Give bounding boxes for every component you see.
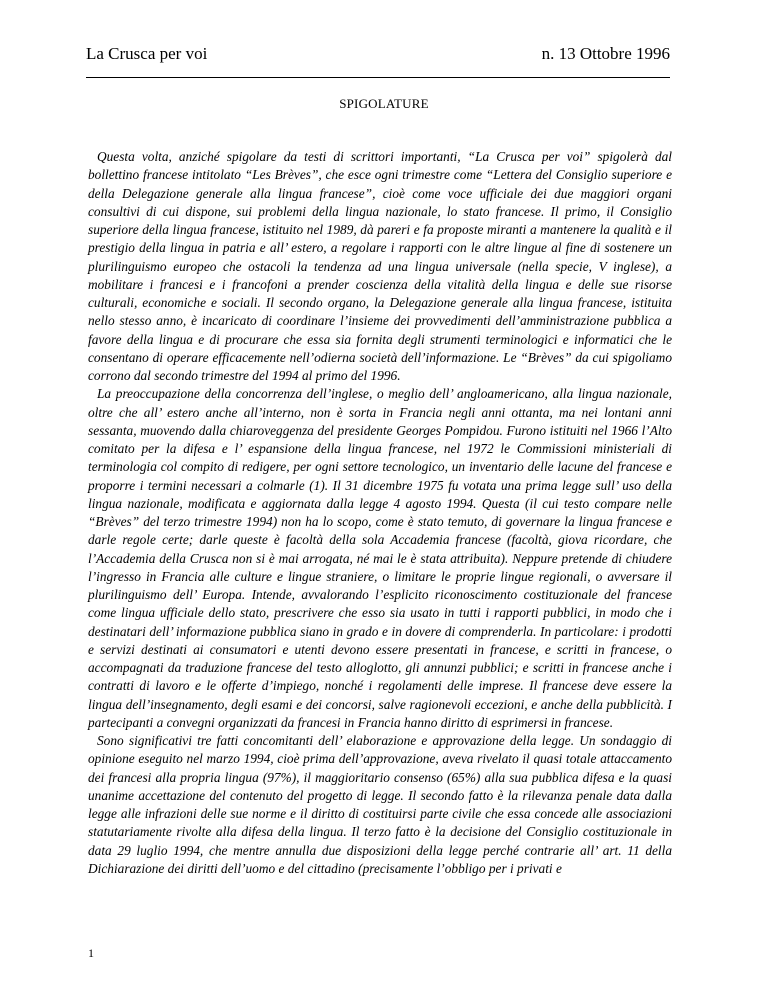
article-body xyxy=(88,148,672,878)
paragraph-2: La preoccupazione della concorrenza dell’inglese, o meglio dell’ angloamericano, alla lingua nazionale, oltre che all’ estero anche all’interno, non è sorta in Francia negli anni ottanta, ma nei lontani anni sessanta, muovendo dalla chiaroveggenza del presidente Georges Pompidou. Furono istituiti nel 1966 l’Alto comitato per la difesa e l’ espansione della lingua francese, nel 1972 le Commissioni ministeriali di terminologia col compito di redigere, per ogni settore tecnologico, un inventario delle lacune del francese e proporre i termini necessari a colmarle (1). Il 31 dicembre 1975 fu votata una prima legge sull’ uso della lingua nazionale, modificata e aggiornata dalla legge 4 agosto 1994. Questa (il cui testo compare nelle “Brèves” del terzo trimestre 1994) non ha lo scopo, come è stato temuto, di governare la lingua francese e darle regole certe; darle queste è facoltà della sola Accademia francese (facoltà, giova ricordare, che l’Accademia della Crusca non si è mai arrogata, né mai le è stata attribuita). Neppure pretende di chiudere l’ingresso in Francia alle culture e lingue straniere, o limitare le proprie lingue regionali, o avversare il plurilinguismo dell’ Europa. Intende, avvalorando l’esplicito riconoscimento costituzionale del francese come lingua ufficiale dello stato, prescrivere che esso sia usato in tutti i rapporti pubblici, in modo che i destinatari dell’ informazione pubblica siano in grado e in dovere di comprenderla. In particolare: i prodotti e servizi destinati ai consumatori e utenti devono essere presentati in francese, e scritti in francese, o accompagnati da traduzione francese del testo alloglotto, gli annunzi pubblici; e scritti in francese anche i contratti di lavoro e le offerte d’impiego, nonché i regolamenti delle imprese. Il francese deve essere la lingua dell’insegnamento, degli esami e dei concorsi, salve ragionevoli eccezioni, e anche della pubblicità. I partecipanti a convegni organizzati da francesi in Francia hanno diritto di esprimersi in francese. xyxy=(88,386,672,730)
paragraph-3: Sono significativi tre fatti concomitanti dell’ elaborazione e approvazione della legge. Un sondaggio di opinione eseguito nel marzo 1994, cioè prima dell’approvazione, aveva rivelato il quasi totale attaccamento dei francesi alla propria lingua (97%), il maggioritario consenso (65%) alla sua pubblica difesa e la quasi unanime accettazione del contenuto del progetto di legge. Il secondo fatto è la rilevanza penale data dalla legge alle infrazioni delle sue norme e il diritto di costituirsi parte civile che essa concede alle associazioni statutariamente rivolte alla difesa della lingua. Il terzo fatto è la decisione del Consiglio costituzionale in data 29 luglio 1994, che mentre annulla due disposizioni della legge perché contrarie all’ art. 11 della Dichiarazione dei diritti dell’uomo e del cittadino (precisamente l’obbligo per i privati e xyxy=(88,733,672,876)
journal-title: La Crusca per voi xyxy=(86,44,208,63)
issue-date: n. 13 Ottobre 1996 xyxy=(541,44,670,63)
section-title: SPIGOLATURE xyxy=(339,96,429,111)
page-number: 1 xyxy=(88,946,94,960)
paragraph-1: Questa volta, anziché spigolare da testi di scrittori importanti, “La Crusca per voi” spigolerà dal bollettino francese intitolato “Les Brèves”, che esce ogni trimestre come “Lettera del Consiglio superiore e della Delegazione generale alla lingua francese”, cioè come voce ufficiale dei due maggiori organi consultivi di cui dispone, sui problemi della lingua nazionale, lo stato francese. Il primo, il Consiglio superiore della lingua francese, istituito nel 1989, dà pareri e fa proposte miranti a mantenere la qualità e il prestigio della lingua in patria e all’ estero, a regolare i rapporti con le altre lingue al fine di sostenere un plurilinguismo europeo che ostacoli la tendenza ad una lingua universale (nella specie, V inglese), a mobilitare i francesi e i francofoni a prender coscienza della vitalità della lingua e delle sue risorse culturali, economiche e sociali. Il secondo organo, la Delegazione generale alla lingua francese, istituita nello stesso anno, è incaricato di coordinare l’insieme dei provvedimenti dell’amministrazione pubblica a favore della lingua e di procurare che essa sia fornita degli strumenti terminologici e informatici che le consentano di operare efficacemente nell’odierna società dell’informazione. Le “Brèves” da cui spigoliamo corrono dal secondo trimestre del 1994 al primo del 1996. xyxy=(88,149,672,383)
page-header xyxy=(86,38,670,66)
header-divider xyxy=(86,77,670,78)
